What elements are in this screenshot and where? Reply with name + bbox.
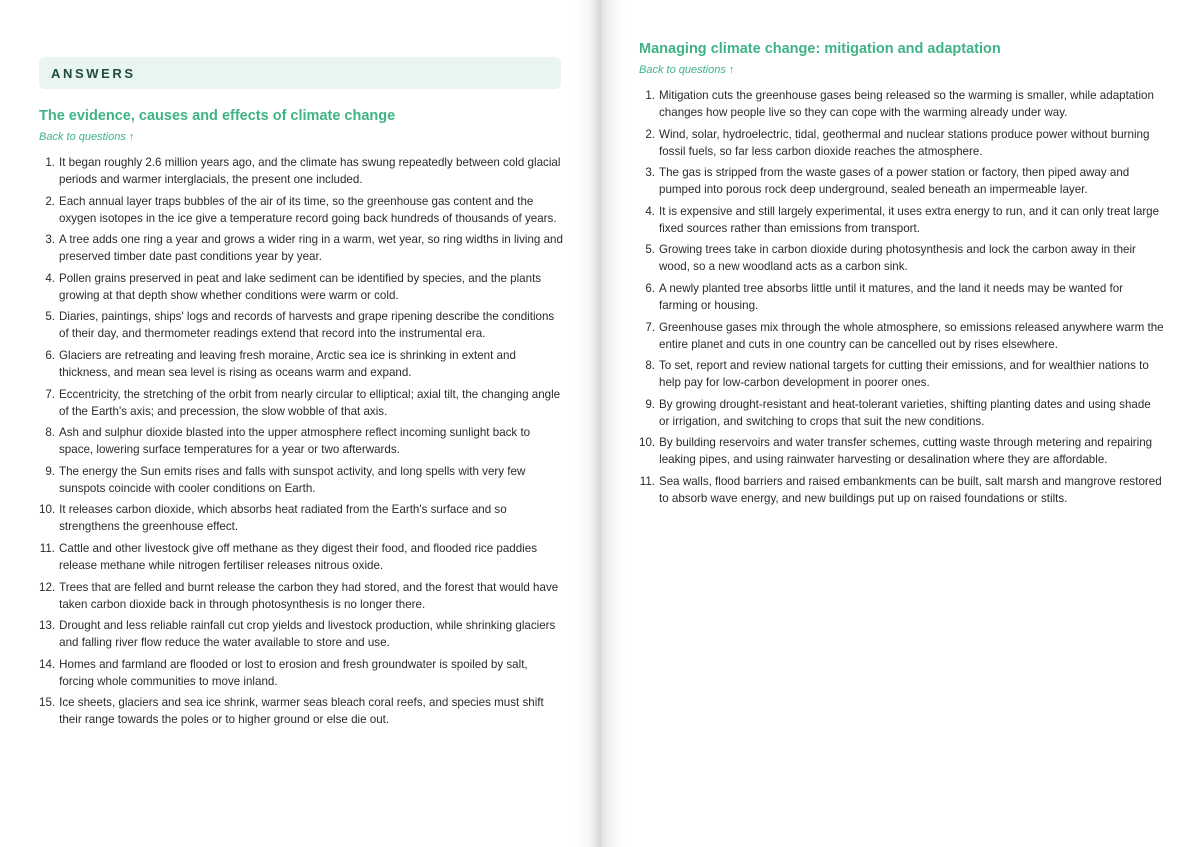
back-to-questions-link[interactable] bbox=[639, 63, 734, 77]
answer-text: The energy the Sun emits rises and falls with sunspot activity, and long spells with very few sunspots coincide with cooler conditions on Earth. bbox=[59, 464, 526, 495]
answer-number: 14. bbox=[39, 657, 56, 671]
answer-item bbox=[639, 473, 1164, 507]
answer-item bbox=[39, 154, 564, 188]
answer-number: 8. bbox=[645, 359, 655, 373]
climate-change-evidence-section bbox=[39, 107, 564, 733]
answer-item bbox=[39, 386, 564, 420]
answer-number: 7. bbox=[645, 320, 655, 334]
answer-text: Drought and less reliable rainfall cut crop yields and livestock production, while shrinking glaciers and falling river flow reduce the water available to store and use. bbox=[59, 619, 556, 650]
answer-number: 10. bbox=[639, 436, 656, 450]
answer-text: By growing drought-resistant and heat-tolerant varieties, shifting planting dates and using shade or irrigation, and switching to crops that suit the new conditions. bbox=[659, 397, 1151, 428]
answer-text: It releases carbon dioxide, which absorbs heat radiated from the Earth's surface and so strengthens the greenhouse effect. bbox=[59, 503, 507, 534]
answer-item bbox=[639, 164, 1164, 198]
answer-item bbox=[39, 193, 564, 227]
answer-item bbox=[639, 241, 1164, 275]
answer-number: 1. bbox=[645, 89, 655, 102]
answer-item bbox=[39, 308, 564, 342]
answer-text: Cattle and other livestock give off methane as they digest their food, and flooded rice paddies release methane while nitrogen fertiliser releases nitrous oxide. bbox=[59, 541, 538, 572]
answer-text: Greenhouse gases mix through the whole atmosphere, so emissions released anywhere warm the entire planet and cuts in one country can be cancelled out by rises elsewhere. bbox=[659, 320, 1164, 351]
answer-item bbox=[39, 656, 564, 690]
answer-item bbox=[39, 347, 564, 381]
answer-item bbox=[39, 424, 564, 458]
answer-item bbox=[39, 694, 564, 728]
answer-number: 9. bbox=[45, 464, 55, 478]
answer-text: Trees that are felled and burnt release the carbon they had stored, and the forest that would have taken carbon dioxide back in through photosynthesis is no longer there. bbox=[59, 580, 559, 611]
answer-number: 3. bbox=[45, 233, 55, 247]
answer-item bbox=[39, 463, 564, 497]
answer-text: Mitigation cuts the greenhouse gases being released so the warming is smaller, while adaptation changes how people live so they can cope with the warming already under way. bbox=[659, 89, 1154, 119]
answer-number: 6. bbox=[45, 348, 55, 362]
section-title: Managing climate change: mitigation and adaptation bbox=[639, 41, 1001, 57]
answer-number: 4. bbox=[45, 271, 55, 285]
answer-text: A newly planted tree absorbs little until it matures, and the land it needs may be wanted for farming or housing. bbox=[659, 281, 1124, 312]
answer-item bbox=[39, 617, 564, 651]
mitigation-adaptation-section bbox=[639, 40, 1164, 512]
answer-text: A tree adds one ring a year and grows a wider ring in a warm, wet year, so ring widths in living and preserved timber date past conditions year by year. bbox=[59, 233, 563, 264]
answer-number: 7. bbox=[45, 387, 55, 401]
answer-number: 13. bbox=[39, 619, 56, 633]
answer-number: 6. bbox=[645, 281, 655, 295]
answers-banner bbox=[39, 57, 561, 89]
answer-item bbox=[39, 501, 564, 535]
answer-text: Each annual layer traps bubbles of the air of its time, so the greenhouse gas content and the oxygen isotopes in the ice give a temperature record going back hundreds of thousands of years. bbox=[59, 194, 557, 225]
answer-text: Homes and farmland are flooded or lost to erosion and fresh groundwater is spoiled by salt, forcing whole communities to move inland. bbox=[59, 657, 528, 688]
answer-item bbox=[39, 579, 564, 613]
answer-number: 4. bbox=[645, 204, 655, 218]
answer-number: 2. bbox=[645, 127, 655, 141]
up-arrow-icon: ↑ bbox=[128, 131, 135, 143]
answer-number: 1. bbox=[45, 156, 55, 169]
answer-number: 10. bbox=[39, 503, 56, 517]
answer-number: 5. bbox=[45, 310, 55, 324]
answer-number: 5. bbox=[645, 243, 655, 257]
answer-item bbox=[639, 319, 1164, 353]
answer-item bbox=[639, 357, 1164, 391]
answer-item bbox=[639, 280, 1164, 314]
answer-item bbox=[639, 203, 1164, 237]
answer-text: Growing trees take in carbon dioxide during photosynthesis and lock the carbon away in their wood, so a new woodland acts as a carbon sink. bbox=[659, 243, 1136, 274]
answer-text: To set, report and review national targets for cutting their emissions, and for wealthier nations to help pay for low-carbon development in poorer ones. bbox=[659, 359, 1149, 390]
answer-text: Glaciers are retreating and leaving fresh moraine, Arctic sea ice is shrinking in extent and thickness, and mean sea level is rising as oceans warm and expand. bbox=[59, 348, 516, 379]
answers-banner-label: ANSWERS bbox=[51, 65, 136, 81]
answer-text: Eccentricity, the stretching of the orbit from nearly circular to elliptical; axial tilt, the changing angle of the Earth's axis; and precession, the slow wobble of that axis. bbox=[59, 387, 561, 418]
answer-number: 15. bbox=[39, 696, 56, 710]
right-page bbox=[600, 0, 1200, 847]
back-link-label: Back to questions bbox=[39, 131, 126, 143]
answer-item bbox=[639, 126, 1164, 160]
answer-text: Pollen grains preserved in peat and lake sediment can be identified by species, and the plants growing at that depth show whether conditions were warm or cold. bbox=[59, 271, 542, 302]
answer-item bbox=[39, 231, 564, 265]
back-to-questions-link[interactable] bbox=[39, 130, 134, 144]
answer-list bbox=[39, 154, 564, 728]
answer-text: The gas is stripped from the waste gases of a power station or factory, then piped away and pumped into porous rock deep underground, sealed beneath an impermeable layer. bbox=[659, 166, 1130, 197]
answer-number: 2. bbox=[45, 194, 55, 208]
answer-number: 9. bbox=[645, 397, 655, 411]
answer-item bbox=[39, 540, 564, 574]
answer-item bbox=[39, 270, 564, 304]
answer-text: Wind, solar, hydroelectric, tidal, geothermal and nuclear stations produce power without burning fossil fuels, so far less carbon dioxide reaches the atmosphere. bbox=[659, 127, 1150, 158]
answer-number: 8. bbox=[45, 426, 55, 440]
answer-text: Ash and sulphur dioxide blasted into the upper atmosphere reflect incoming sunlight back to space, lowering surface temperatures for a year or two afterwards. bbox=[59, 426, 531, 457]
answer-item bbox=[639, 396, 1164, 430]
answer-list bbox=[639, 87, 1164, 507]
up-arrow-icon: ↑ bbox=[728, 64, 735, 76]
answer-text: Sea walls, flood barriers and raised embankments can be built, salt marsh and mangrove restored to absorb wave energy, and new buildings put up on raised foundations or stilts. bbox=[659, 474, 1162, 505]
answer-text: Diaries, paintings, ships' logs and records of harvests and grape ripening describe the conditions of their day, and thermometer readings extend that record into the instrumental era. bbox=[59, 310, 555, 341]
answer-number: 11. bbox=[39, 541, 55, 555]
answer-number: 11. bbox=[639, 474, 655, 488]
answer-item bbox=[639, 87, 1164, 121]
answer-item bbox=[639, 434, 1164, 468]
answer-text: It is expensive and still largely experimental, it uses extra energy to run, and it can only treat large fixed sources rather than emissions from transport. bbox=[659, 204, 1160, 235]
back-link-label: Back to questions bbox=[639, 64, 726, 76]
answer-text: It began roughly 2.6 million years ago, and the climate has swung repeatedly between cold glacial periods and warmer interglacials, the present one included. bbox=[59, 156, 561, 186]
answer-text: Ice sheets, glaciers and sea ice shrink, warmer seas bleach coral reefs, and species must shift their range towards the poles or to higher ground or else die out. bbox=[59, 696, 544, 727]
answer-number: 12. bbox=[39, 580, 56, 594]
answer-text: By building reservoirs and water transfer schemes, cutting waste through metering and repairing leaking pipes, and using rainwater harvesting or desalination where they are affordable. bbox=[659, 436, 1153, 467]
answer-number: 3. bbox=[645, 166, 655, 180]
section-title: The evidence, causes and effects of climate change bbox=[39, 108, 396, 124]
